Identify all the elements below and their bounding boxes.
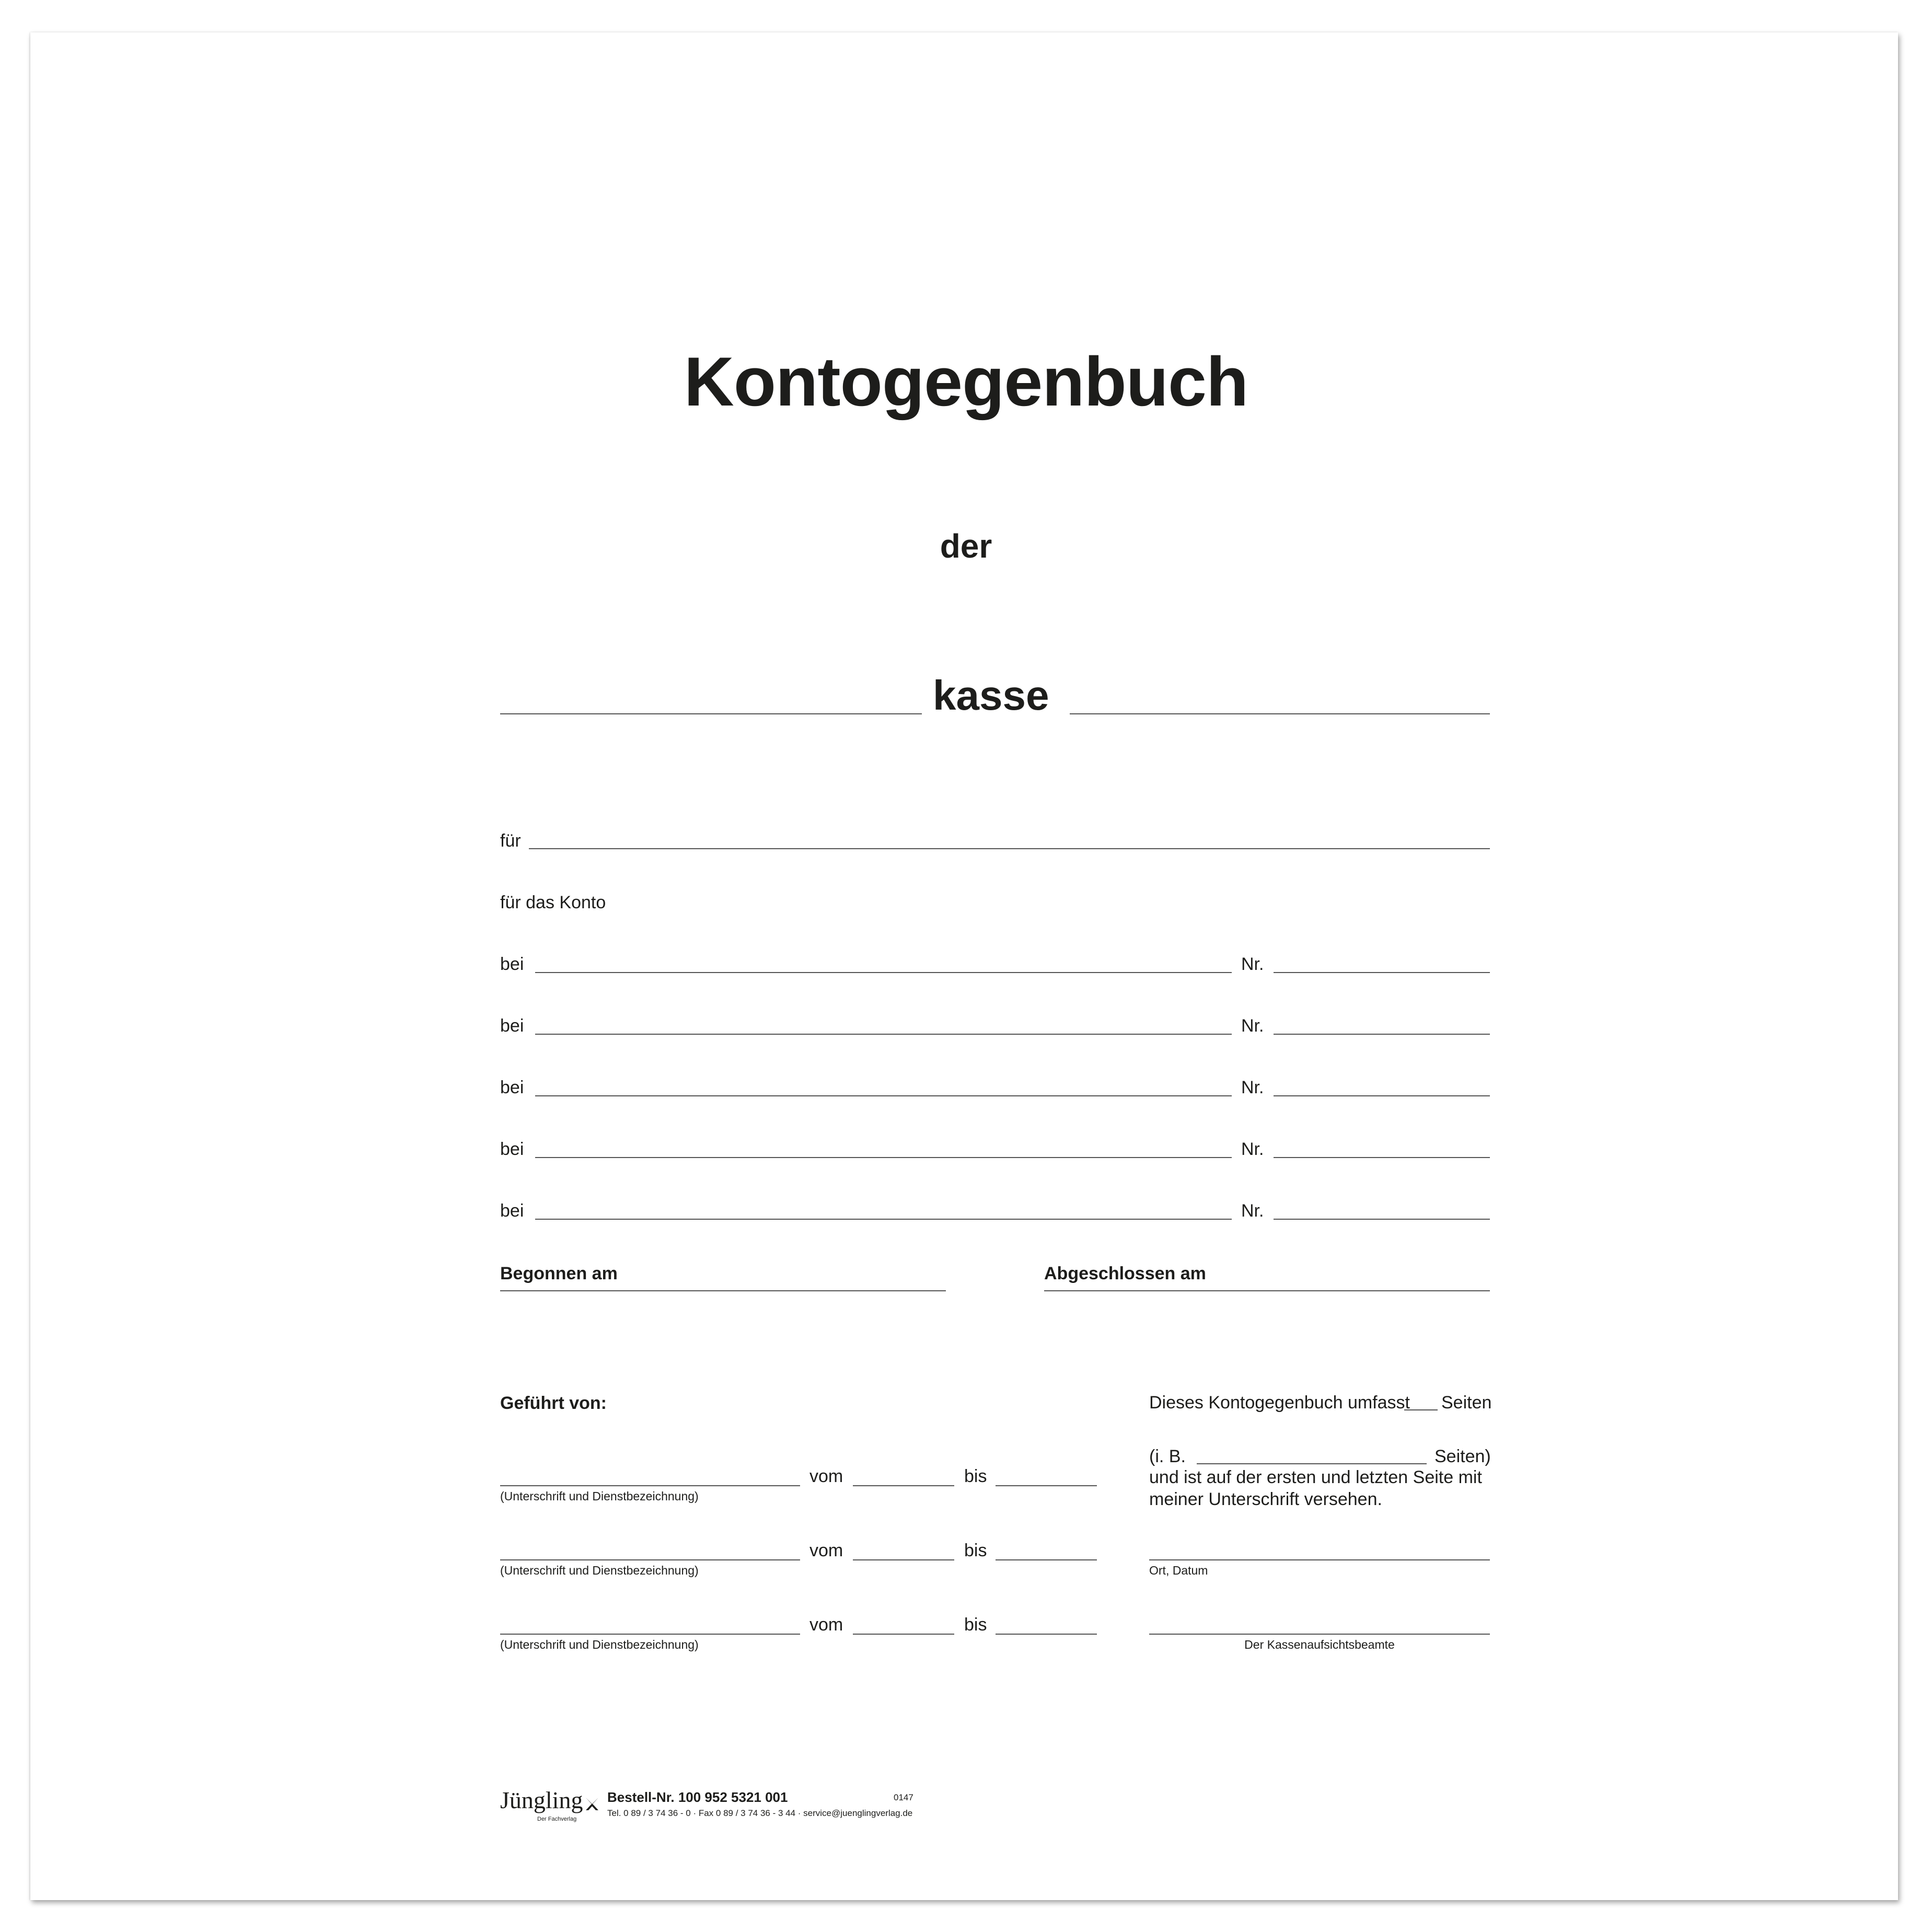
publisher-logo-mark [584, 1796, 600, 1812]
nr-field[interactable] [1274, 1034, 1490, 1035]
publisher-logo-sub: Der Fachverlag [537, 1816, 577, 1822]
pages-prefix: Dieses Kontogegenbuch umfasst [1149, 1393, 1410, 1413]
bei-label: bei [500, 1016, 524, 1036]
begonnen-field[interactable] [500, 1290, 946, 1291]
beamte-caption: Der Kassenaufsichtsbeamte [1244, 1638, 1395, 1651]
nr-label: Nr. [1241, 1139, 1264, 1159]
nr-field[interactable] [1274, 1219, 1490, 1220]
kasse-line-right[interactable] [1070, 713, 1490, 714]
bei-field[interactable] [535, 1034, 1232, 1035]
nr-label: Nr. [1241, 1201, 1264, 1221]
ib-suffix: Seiten) [1434, 1447, 1491, 1466]
bis-field[interactable] [996, 1634, 1097, 1635]
beamte-signature-field[interactable] [1149, 1634, 1490, 1635]
page-title: Kontogegenbuch [684, 343, 1248, 421]
abgeschlossen-label: Abgeschlossen am [1044, 1264, 1206, 1283]
pages-suffix: Seiten [1441, 1393, 1492, 1413]
nr-label: Nr. [1241, 1016, 1264, 1036]
bis-label: bis [964, 1466, 987, 1486]
publisher-logo-text: Jüngling [500, 1787, 583, 1813]
signature-field[interactable] [500, 1559, 800, 1560]
vom-field[interactable] [853, 1485, 954, 1486]
konto-label: für das Konto [500, 893, 606, 912]
ib-field[interactable] [1197, 1463, 1427, 1464]
signature-field[interactable] [500, 1485, 800, 1486]
signature-field[interactable] [500, 1634, 800, 1635]
abgeschlossen-field[interactable] [1044, 1290, 1490, 1291]
order-number: Bestell-Nr. 100 952 5321 001 [607, 1789, 788, 1805]
kasse-line-left[interactable] [500, 713, 922, 714]
cert-line3: meiner Unterschrift versehen. [1149, 1489, 1382, 1509]
cert-line2: und ist auf der ersten und letzten Seite mit [1149, 1467, 1482, 1487]
bei-label: bei [500, 1139, 524, 1159]
vom-label: vom [809, 1615, 843, 1635]
ib-prefix: (i. B. [1149, 1447, 1186, 1466]
contact-line: Tel. 0 89 / 3 74 36 - 0 · Fax 0 89 / 3 74 36 - 3 44 · service@juenglingverlag.de [607, 1808, 913, 1818]
bei-field[interactable] [535, 1219, 1232, 1220]
bei-field[interactable] [535, 1095, 1232, 1096]
bei-label: bei [500, 1201, 524, 1221]
fuer-field[interactable] [529, 848, 1490, 849]
bei-label: bei [500, 1078, 524, 1097]
signature-caption: (Unterschrift und Dienstbezeichnung) [500, 1489, 699, 1503]
signature-caption: (Unterschrift und Dienstbezeichnung) [500, 1564, 699, 1577]
bis-label: bis [964, 1615, 987, 1635]
vom-field[interactable] [853, 1559, 954, 1560]
nr-field[interactable] [1274, 1157, 1490, 1158]
form-code: 0147 [894, 1792, 913, 1802]
nr-label: Nr. [1241, 1078, 1264, 1097]
vom-label: vom [809, 1466, 843, 1486]
ort-datum-caption: Ort, Datum [1149, 1564, 1208, 1577]
signature-caption: (Unterschrift und Dienstbezeichnung) [500, 1638, 699, 1651]
bei-field[interactable] [535, 1157, 1232, 1158]
pages-count-field[interactable] [1404, 1409, 1438, 1410]
bis-field[interactable] [996, 1559, 1097, 1560]
bei-field[interactable] [535, 972, 1232, 973]
bei-label: bei [500, 954, 524, 974]
subtitle-der: der [940, 527, 992, 565]
vom-label: vom [809, 1541, 843, 1560]
bis-label: bis [964, 1541, 987, 1560]
fuer-label: für [500, 831, 521, 851]
begonnen-label: Begonnen am [500, 1264, 618, 1283]
vom-field[interactable] [853, 1634, 954, 1635]
nr-field[interactable] [1274, 1095, 1490, 1096]
gefuehrt-heading: Geführt von: [500, 1393, 607, 1413]
bis-field[interactable] [996, 1485, 1097, 1486]
kasse-label: kasse [933, 672, 1049, 719]
ort-datum-field[interactable] [1149, 1559, 1490, 1560]
nr-field[interactable] [1274, 972, 1490, 973]
nr-label: Nr. [1241, 954, 1264, 974]
